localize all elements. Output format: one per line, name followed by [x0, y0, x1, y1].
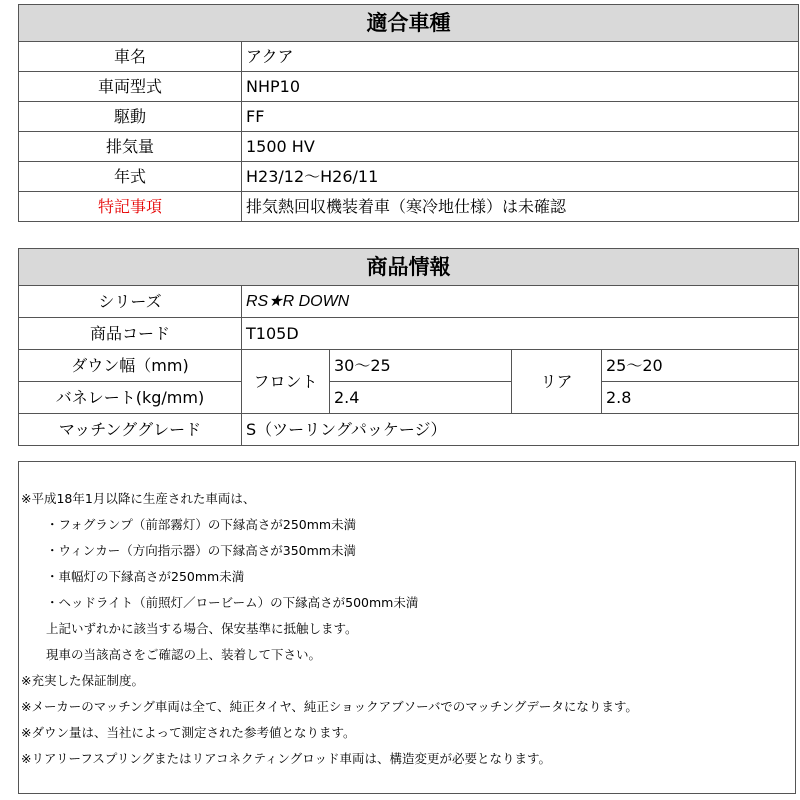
note-line: ・ヘッドライト（前照灯／ロービーム）の下縁高さが500mm未満 — [21, 595, 419, 610]
drive-value: FF — [242, 102, 799, 132]
table-row — [19, 318, 799, 350]
fitment-title: 適合車種 — [19, 5, 799, 42]
note-line: 現車の当該高さをご確認の上、装着して下さい。 — [21, 647, 322, 662]
front-down-value: 30～25 — [330, 350, 512, 382]
table-row — [19, 192, 799, 222]
front-label: フロント — [242, 350, 330, 414]
down-label: ダウン幅（mm) — [19, 350, 242, 382]
note-line: ※平成18年1月以降に生産された車両は、 — [21, 491, 256, 506]
front-rate-value: 2.4 — [330, 382, 512, 414]
year-label: 年式 — [19, 162, 242, 192]
model-code-value: NHP10 — [242, 72, 799, 102]
note-line: ・ウィンカー（方向指示器）の下縁高さが350mm未満 — [21, 543, 356, 558]
note-line: ※メーカーのマッチング車両は全て、純正タイヤ、純正ショックアブソーバでのマッチングデータになります。 — [21, 699, 638, 714]
year-value: H23/12～H26/11 — [242, 162, 799, 192]
product-title: 商品情報 — [19, 249, 799, 286]
table-row — [19, 414, 799, 446]
note-line: 上記いずれかに該当する場合、保安基準に抵触します。 — [21, 621, 358, 636]
car-name-label: 車名 — [19, 42, 242, 72]
rear-rate-value: 2.8 — [602, 382, 799, 414]
model-code-label: 車両型式 — [19, 72, 242, 102]
series-value: RS★R DOWN — [242, 286, 799, 318]
product-table — [18, 248, 799, 446]
table-row — [19, 132, 799, 162]
spring-rate-label: バネレート(kg/mm) — [19, 382, 242, 414]
notes-box — [18, 461, 796, 794]
table-row — [19, 42, 799, 72]
matching-grade-label: マッチンググレード — [19, 414, 242, 446]
product-code-value: T105D — [242, 318, 799, 350]
drive-label: 駆動 — [19, 102, 242, 132]
displacement-value: 1500 HV — [242, 132, 799, 162]
note-line: ※ダウン量は、当社によって測定された参考値となります。 — [21, 725, 356, 740]
rear-label: リア — [512, 350, 602, 414]
note-line: ・フォグランプ（前部霧灯）の下縁高さが250mm未満 — [21, 517, 357, 532]
car-name-value: アクア — [242, 42, 799, 72]
table-row — [19, 286, 799, 318]
rear-down-value: 25～20 — [602, 350, 799, 382]
special-notes-label: 特記事項 — [19, 192, 242, 222]
note-line: ・車幅灯の下縁高さが250mm未満 — [21, 569, 245, 584]
note-line: ※リアリーフスプリングまたはリアコネクティングロッド車両は、構造変更が必要となります。 — [21, 751, 551, 766]
table-row — [19, 162, 799, 192]
table-row — [19, 72, 799, 102]
product-code-label: 商品コード — [19, 318, 242, 350]
series-label: シリーズ — [19, 286, 242, 318]
table-row — [19, 350, 799, 382]
note-line: ※充実した保証制度。 — [21, 673, 144, 688]
fitment-table — [18, 4, 799, 222]
special-notes-value: 排気熱回収機装着車（寒冷地仕様）は未確認 — [242, 192, 799, 222]
table-row — [19, 102, 799, 132]
matching-grade-value: S（ツーリングパッケージ） — [242, 414, 799, 446]
table-row — [19, 382, 799, 414]
displacement-label: 排気量 — [19, 132, 242, 162]
